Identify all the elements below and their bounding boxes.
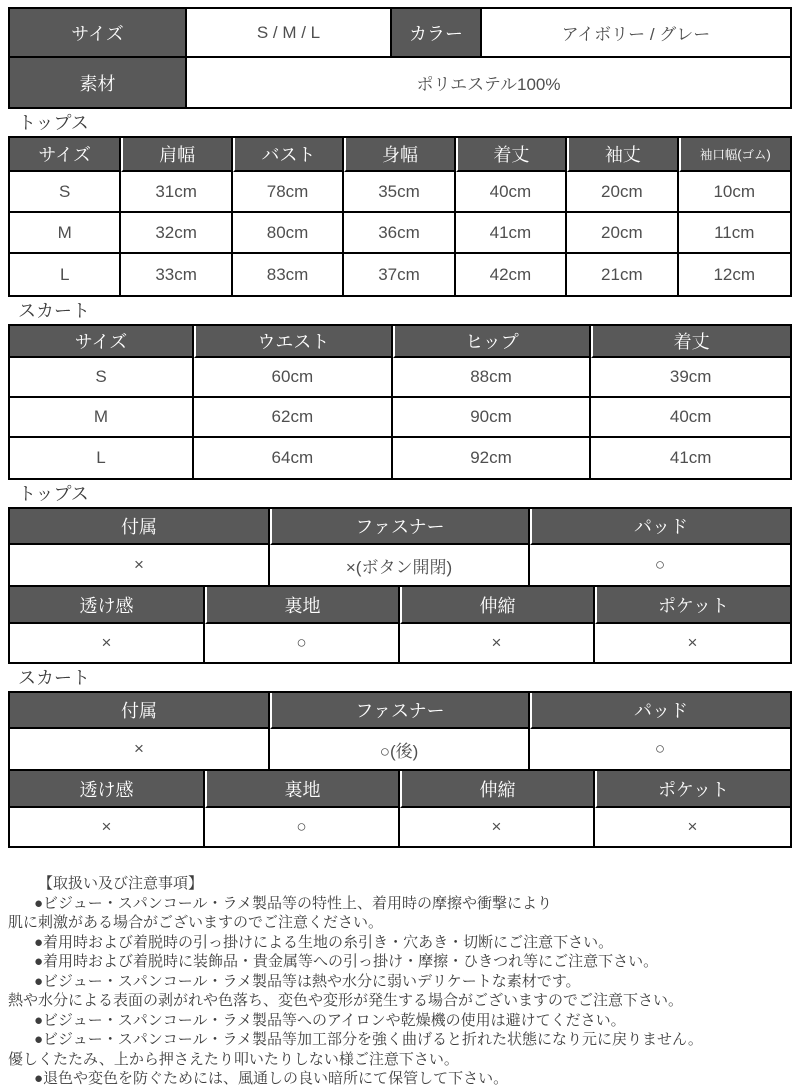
material-label-cell: 素材 [10,58,187,107]
size-cell: M [10,213,121,254]
measure-cell: 83cm [233,254,344,295]
skirt-features-value-row-1 [10,729,790,771]
column-header: ヒップ [393,326,592,358]
feature-value-cell: ×(ボタン開閉) [270,545,530,587]
size-cell: L [10,254,121,295]
care-note-line: 肌に刺激がある場合がございますのでご注意ください。 [8,914,384,931]
feature-value-cell: ○ [205,624,400,662]
feature-value-cell: ○ [205,808,400,846]
care-note-line: ●ビジュー・スパンコール・ラメ製品等加工部分を強く曲げると折れた状態になり元に戻りません。 [34,1031,703,1048]
column-header: ファスナー [270,693,530,729]
size-cell: L [10,438,194,478]
tops-size-table [8,136,792,297]
feature-value-cell: × [10,624,205,662]
skirt-section-label: スカート [18,301,90,321]
care-note-line: ●ビジュー・スパンコール・ラメ製品等は熱や水分に弱いデリケートな素材です。 [34,972,581,990]
feature-value-cell: ○ [530,545,790,587]
info-table [8,7,792,109]
column-header: 袖丈 [567,138,678,172]
column-header: 透け感 [10,587,205,624]
measure-cell: 40cm [456,172,567,213]
tops-features-value-row-1 [10,545,790,587]
measure-cell: 60cm [194,358,393,398]
feature-value-cell: × [400,624,595,662]
column-header: 着丈 [456,138,567,172]
size-value-cell: S / M / L [187,9,392,58]
measure-cell: 11cm [679,213,790,254]
measure-cell: 20cm [567,213,678,254]
tops-features-table [8,507,792,664]
care-note-line: ●退色や変色を防ぐためには、風通しの良い暗所にて保管して下さい。 [34,1070,509,1087]
tops-features-section-label: トップス [18,484,89,504]
material-value-cell: ポリエステル100% [187,58,790,107]
tops-section-label: トップス [18,113,89,133]
measure-cell: 40cm [591,398,790,438]
care-note-line: 優しくたたみ、上から押さえたり叩いたりしない様ご注意下さい。 [8,1050,459,1068]
skirt-size-row-l [10,438,790,478]
measure-cell: 80cm [233,213,344,254]
skirt-size-table [8,324,792,480]
column-header: パッド [530,693,790,729]
feature-value-cell: × [10,808,205,846]
column-header: 透け感 [10,771,205,808]
feature-value-cell: × [400,808,595,846]
column-header: ウエスト [194,326,393,358]
tops-features-value-row-2 [10,624,790,662]
measure-cell: 33cm [121,254,232,295]
measure-cell: 10cm [679,172,790,213]
measure-cell: 88cm [393,358,592,398]
measure-cell: 36cm [344,213,455,254]
skirt-features-value-row-2 [10,808,790,846]
column-header: 着丈 [591,326,790,358]
size-cell: M [10,398,194,438]
info-row-material [10,58,790,107]
measure-cell: 35cm [344,172,455,213]
care-note-line: 熱や水分による表面の剥がれや色落ち、変色や変形が発生する場合がございますのでご注意下さい。 [8,992,684,1009]
column-header: 肩幅 [121,138,232,172]
column-header: 付属 [10,509,270,545]
tops-features-header-row-1 [10,509,790,545]
column-header: 伸縮 [400,771,595,808]
size-cell: S [10,172,121,213]
column-header: 付属 [10,693,270,729]
measure-cell: 64cm [194,438,393,478]
measure-cell: 21cm [567,254,678,295]
care-note-line: ●ビジュー・スパンコール・ラメ製品等へのアイロンや乾燥機の使用は避けてください。 [34,1011,626,1029]
skirt-features-table [8,691,792,848]
column-header: 袖口幅(ゴム) [679,138,790,172]
feature-value-cell: × [595,808,790,846]
size-cell: S [10,358,194,398]
measure-cell: 41cm [456,213,567,254]
care-notes [8,874,792,1089]
feature-value-cell: ○ [530,729,790,771]
column-header: ファスナー [270,509,530,545]
info-row-size-color [10,9,790,58]
measure-cell: 39cm [591,358,790,398]
column-header: ポケット [595,587,790,624]
measure-cell: 62cm [194,398,393,438]
color-value-cell: アイボリー / グレー [482,9,790,58]
size-label-cell: サイズ [10,9,187,58]
measure-cell: 41cm [591,438,790,478]
skirt-features-section-label: スカート [18,668,90,688]
feature-value-cell: × [595,624,790,662]
column-header: 裏地 [205,771,400,808]
measure-cell: 20cm [567,172,678,213]
measure-cell: 31cm [121,172,232,213]
column-header: 裏地 [205,587,400,624]
skirt-size-row-m [10,398,790,438]
tops-size-header-row [10,138,790,172]
skirt-size-header-row [10,326,790,358]
tops-size-row-m [10,213,790,254]
skirt-features-header-row-2 [10,771,790,808]
care-note-line: ●着用時および着脱時に装飾品・貴金属等への引っ掛け・摩擦・ひきつれ等にご注意下さい。 [34,953,659,970]
measure-cell: 42cm [456,254,567,295]
tops-size-row-s [10,172,790,213]
skirt-features-header-row-1 [10,693,790,729]
measure-cell: 32cm [121,213,232,254]
tops-size-row-l [10,254,790,295]
feature-value-cell: ○(後) [270,729,530,771]
column-header: 身幅 [344,138,455,172]
care-notes-title: 【取扱い及び注意事項】 [38,875,204,892]
color-label-cell: カラー [392,9,482,58]
feature-value-cell: × [10,729,270,771]
feature-value-cell: × [10,545,270,587]
measure-cell: 90cm [393,398,592,438]
column-header: サイズ [10,138,121,172]
care-note-line: ●着用時および着脱時の引っ掛けによる生地の糸引き・穴あき・切断にご注意下さい。 [34,933,614,951]
tops-features-header-row-2 [10,587,790,624]
column-header: サイズ [10,326,194,358]
column-header: 伸縮 [400,587,595,624]
measure-cell: 12cm [679,254,790,295]
measure-cell: 78cm [233,172,344,213]
column-header: パッド [530,509,790,545]
care-note-line: ●ビジュー・スパンコール・ラメ製品等の特性上、着用時の摩擦や衝撃により [34,894,553,912]
column-header: バスト [233,138,344,172]
column-header: ポケット [595,771,790,808]
measure-cell: 37cm [344,254,455,295]
skirt-size-row-s [10,358,790,398]
measure-cell: 92cm [393,438,592,478]
